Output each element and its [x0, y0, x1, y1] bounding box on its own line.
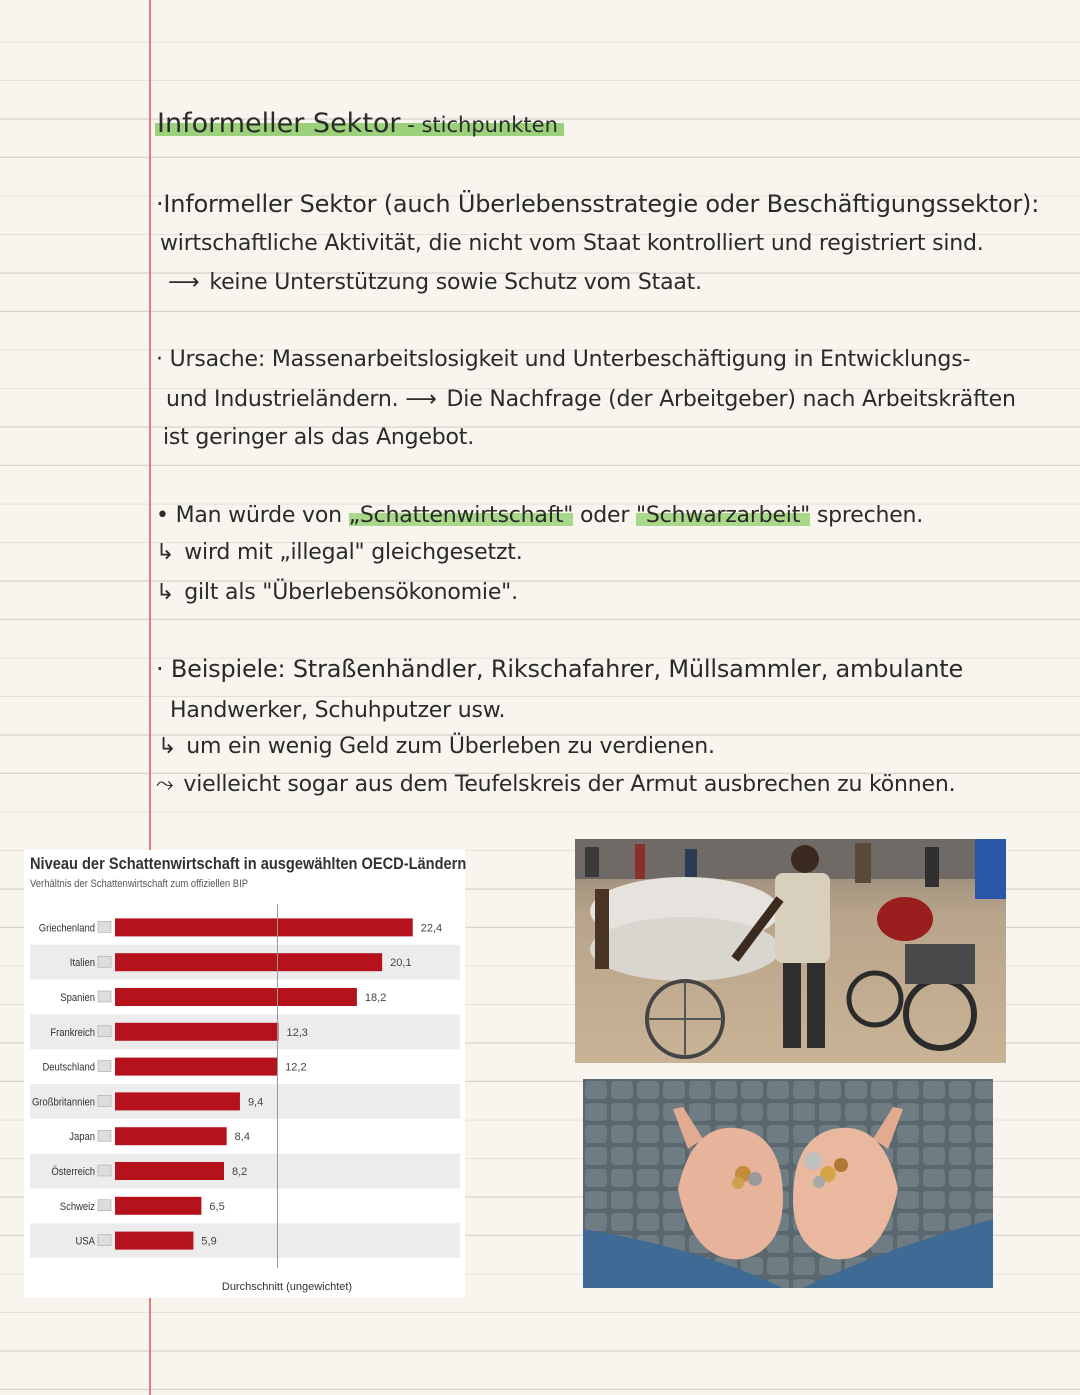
- shadow-economy-chart: [24, 850, 465, 1298]
- country-label: Italien: [69, 957, 95, 970]
- p3-line1c: sprechen.: [810, 503, 924, 528]
- country-label: Frankreich: [50, 1027, 95, 1040]
- value-label: 12,2: [285, 1061, 307, 1074]
- chart-plot: [24, 850, 465, 1298]
- flag-icon: [98, 1200, 111, 1211]
- sub-arrow-icon: ↳: [156, 540, 175, 565]
- p4-line4: [156, 772, 955, 797]
- title-highlight: [155, 108, 564, 139]
- p3-line3: [156, 580, 518, 605]
- p4-line3: [158, 734, 715, 759]
- flag-icon: [98, 956, 111, 967]
- country-label: Griechenland: [38, 922, 95, 935]
- arrow-icon: ⟶: [168, 270, 200, 295]
- highlight-schwarzarbeit: "Schwarzarbeit": [635, 503, 811, 528]
- bar: [115, 953, 382, 971]
- country-label: Japan: [69, 1131, 95, 1144]
- p2-line2a: und Industrieländern.: [166, 387, 399, 412]
- value-label: 20,1: [390, 957, 412, 970]
- country-label: Österreich: [51, 1166, 95, 1179]
- p3-line1a: • Man würde von: [156, 503, 349, 528]
- p3-line2: [156, 540, 523, 565]
- p4-line1: · Beispiele: Straßenhändler, Rikschafahrer, Müllsammler, ambulante: [156, 655, 964, 683]
- p2-line2: [166, 387, 1016, 412]
- country-label: Großbritannien: [31, 1096, 95, 1109]
- bar: [115, 918, 413, 936]
- sub-arrow-icon: ↳: [158, 734, 177, 759]
- p4-line3-text: um ein wenig Geld zum Überleben zu verdienen.: [186, 734, 715, 759]
- value-label: 5,9: [201, 1235, 217, 1248]
- value-label: 6,5: [209, 1200, 225, 1213]
- country-label: Schweiz: [59, 1201, 95, 1214]
- flag-icon: [98, 1130, 111, 1141]
- flag-icon: [98, 1061, 111, 1072]
- p1-line3: [168, 270, 702, 295]
- country-label: USA: [75, 1236, 95, 1248]
- value-label: 18,2: [364, 992, 387, 1004]
- bar: [115, 1058, 277, 1076]
- sub-arrow-icon: ↳: [156, 580, 175, 605]
- value-label: 12,3: [286, 1026, 308, 1039]
- bar: [115, 1023, 278, 1041]
- page-title: [155, 108, 1050, 139]
- country-label: Deutschland: [42, 1062, 95, 1074]
- value-label: 8,2: [231, 1166, 248, 1178]
- flag-icon: [98, 1095, 111, 1106]
- p3-line3-text: gilt als "Überlebensökonomie".: [184, 580, 518, 605]
- bar: [115, 988, 357, 1006]
- title-main: Informeller Sektor: [157, 108, 401, 139]
- arrow-icon: ⟶: [405, 387, 437, 412]
- flag-icon: [98, 1165, 111, 1176]
- flag-icon: [98, 1235, 111, 1246]
- bar: [115, 1127, 227, 1145]
- p1-line2: wirtschaftliche Aktivität, die nicht vom Staat kontrolliert und registriert sind.: [160, 231, 984, 256]
- p2-line1: · Ursache: Massenarbeitslosigkeit und Unterbeschäftigung in Entwicklungs-: [156, 347, 971, 372]
- p1-line3-text: keine Unterstützung sowie Schutz vom Staat.: [209, 270, 702, 295]
- p2-line3: ist geringer als das Angebot.: [163, 425, 475, 450]
- value-label: 8,4: [234, 1131, 250, 1144]
- p2-line2b: Die Nachfrage (der Arbeitgeber) nach Arbeitskräften: [446, 387, 1016, 412]
- photo-street-vendor: [575, 839, 1006, 1063]
- value-label: 22,4: [420, 922, 443, 935]
- average-line-label: Durchschnitt (ungewichtet): [221, 1281, 353, 1293]
- country-label: Spanien: [60, 992, 95, 1005]
- p4-line2: Handwerker, Schuhputzer usw.: [170, 698, 506, 723]
- p1-line1: ·Informeller Sektor (auch Überlebensstrategie oder Beschäftigungssektor):: [156, 190, 1040, 218]
- chart-subtitle: Verhältnis der Schattenwirtschaft zum offiziellen BIP: [30, 878, 249, 890]
- wavy-arrow-icon: ⤳: [156, 772, 174, 797]
- photo-hands-coins: [583, 1079, 993, 1288]
- highlight-schattenwirtschaft: „Schattenwirtschaft": [348, 503, 574, 528]
- bar: [115, 1197, 201, 1215]
- bar: [115, 1162, 224, 1180]
- p4-line4-text: vielleicht sogar aus dem Teufelskreis der Armut ausbrechen zu können.: [183, 772, 956, 797]
- title-sub: - stichpunkten: [400, 113, 558, 137]
- flag-icon: [98, 991, 111, 1002]
- p3-line1b: oder: [573, 503, 636, 528]
- street-vendor-illustration: [575, 839, 1006, 1063]
- flag-icon: [98, 1026, 111, 1037]
- hands-coins-illustration: [583, 1079, 993, 1288]
- bar: [115, 1092, 240, 1110]
- value-label: 9,4: [247, 1096, 264, 1109]
- p3-line2-text: wird mit „illegal" gleichgesetzt.: [184, 540, 523, 565]
- p3-line1: [156, 503, 923, 528]
- bar: [115, 1232, 193, 1250]
- flag-icon: [98, 921, 111, 932]
- chart-title: Niveau der Schattenwirtschaft in ausgewählten OECD-Ländern: [30, 854, 467, 873]
